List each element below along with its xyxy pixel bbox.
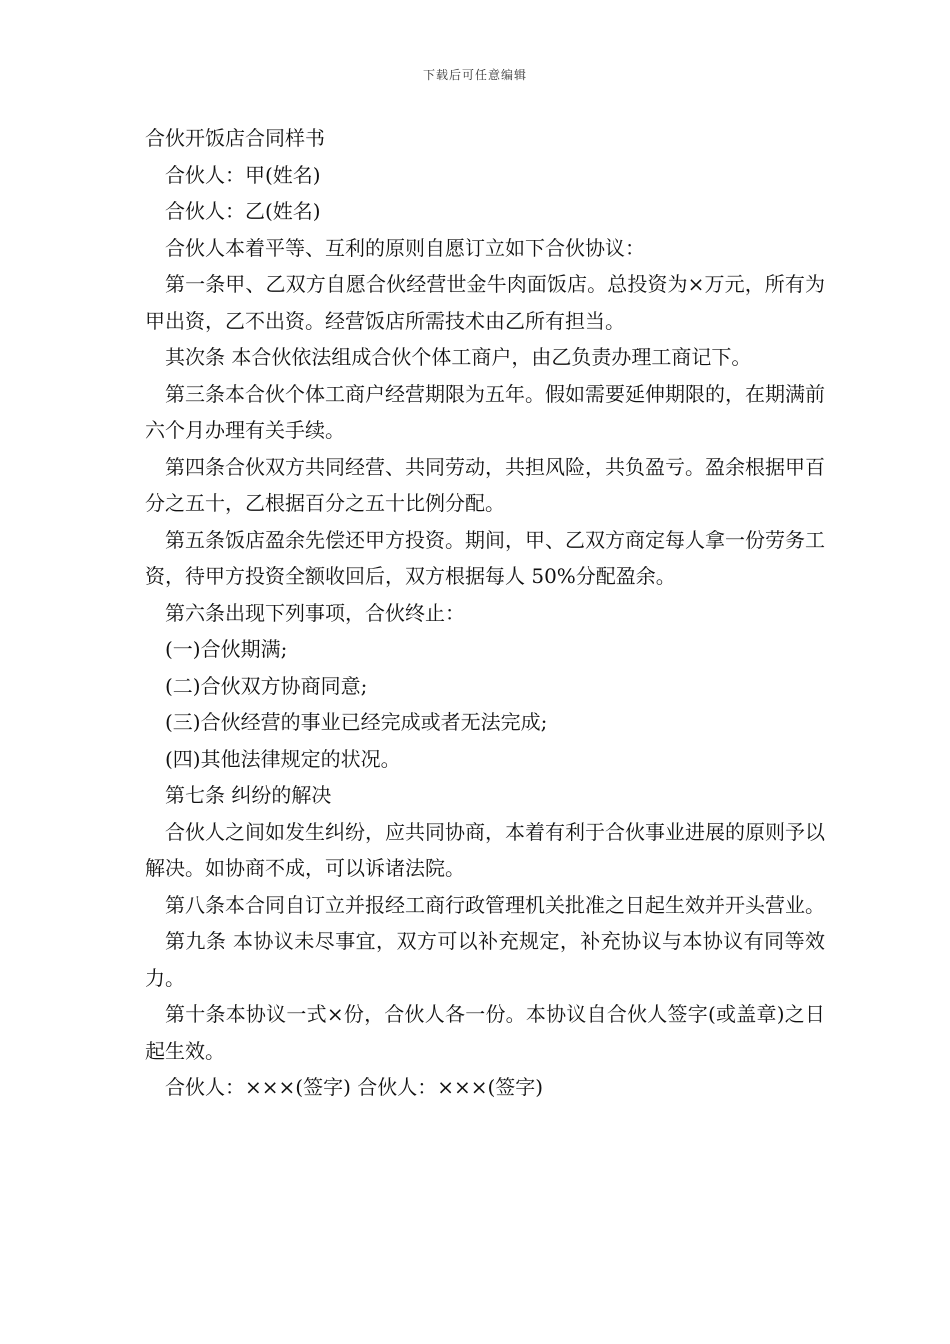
paragraph: 第九条 本协议未尽事宜，双方可以补充规定，补充协议与本协议有同等效力。: [145, 929, 825, 990]
paragraph: 第五条饭店盈余先偿还甲方投资。期间，甲、乙双方商定每人拿一份劳务工资，待甲方投资全额收回后，双方根据每人 50%分配盈余。: [145, 527, 825, 588]
paragraph: 第六条出现下列事项，合伙终止：: [165, 600, 465, 625]
paragraph: (二)合伙双方协商同意;: [165, 673, 368, 698]
paragraph: 合伙人：乙(姓名): [165, 199, 321, 223]
paragraph: (四)其他法律规定的状况。: [165, 746, 401, 771]
paragraph: (一)合伙期满;: [165, 637, 288, 661]
paragraph: 合伙人本着平等、互利的原则自愿订立如下合伙协议：: [165, 235, 645, 260]
paragraph: 合伙人：甲(姓名): [165, 162, 321, 187]
document-title: 合伙开饭店合同样书: [145, 126, 325, 150]
paragraph: 合伙人之间如发生纠纷，应共同协商，本着有利于合伙事业进展的原则予以解决。如协商不成，可以诉诸法院。: [145, 819, 825, 880]
paragraph: 第四条合伙双方共同经营、共同劳动，共担风险，共负盈亏。盈余根据甲百分之五十，乙根据百分之五十比例分配。: [145, 454, 825, 515]
paragraph: 第十条本协议一式×份，合伙人各一份。本协议自合伙人签字(或盖章)之日起生效。: [145, 1002, 825, 1063]
paragraph: 第三条本合伙个体工商户经营期限为五年。假如需要延伸期限的，在期满前六个月办理有关手续。: [145, 381, 825, 442]
page-header-note: 下载后可任意编辑: [422, 68, 527, 82]
paragraph: (三)合伙经营的事业已经完成或者无法完成;: [165, 710, 548, 734]
paragraph: 第一条甲、乙双方自愿合伙经营世金牛肉面饭店。总投资为×万元，所有为甲出资，乙不出资。经营饭店所需技术由乙所有担当。: [145, 272, 825, 333]
paragraph: 第七条 纠纷的解决: [165, 783, 332, 807]
paragraph: 第八条本合同自订立并报经工商行政管理机关批准之日起生效并开头营业。: [165, 892, 825, 917]
signature-line: 合伙人：×××(签字) 合伙人：×××(签字): [165, 1075, 544, 1099]
document-body: [145, 120, 825, 1106]
paragraph: 其次条 本合伙依法组成合伙个体工商户，由乙负责办理工商记下。: [165, 345, 752, 369]
